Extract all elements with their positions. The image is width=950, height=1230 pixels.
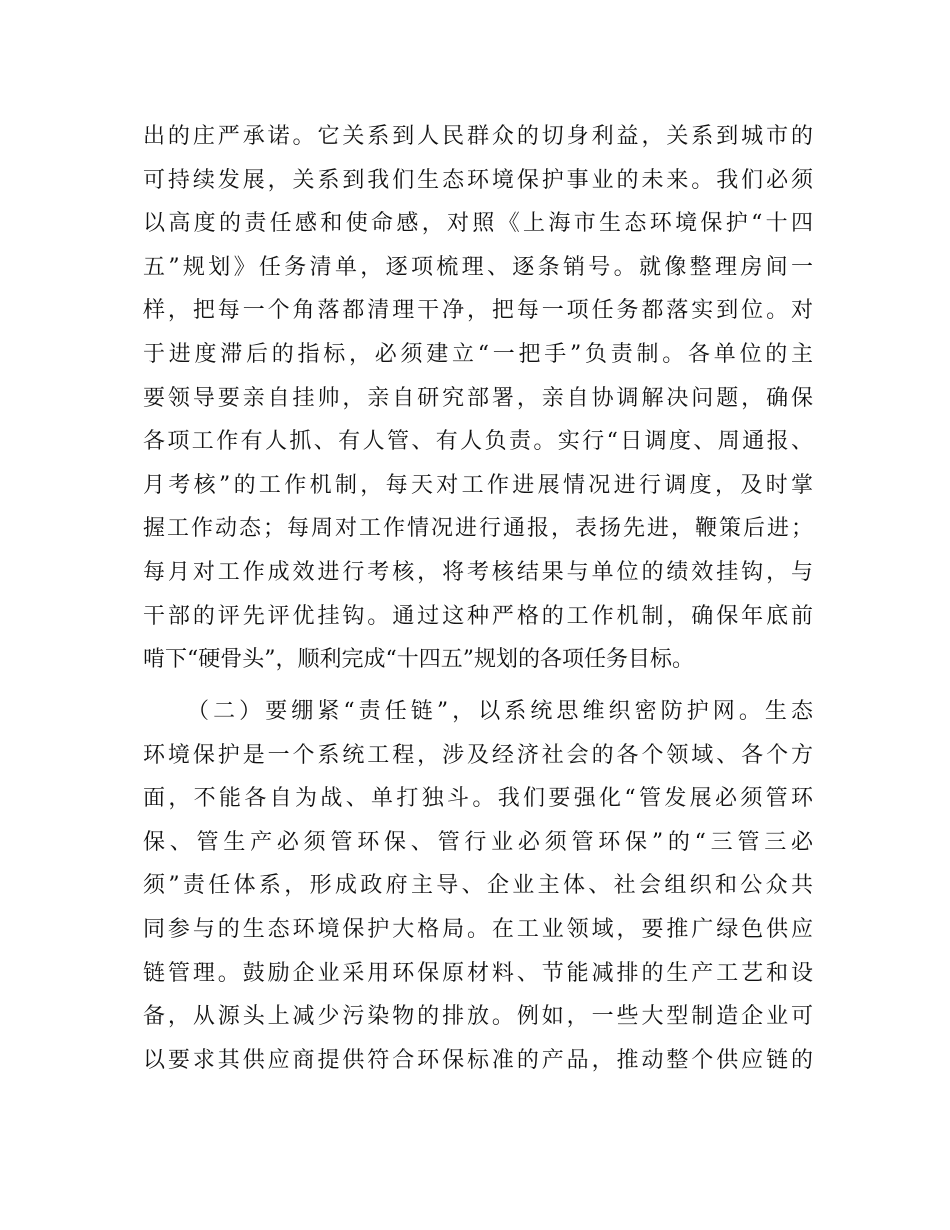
paragraph-line: 各项工作有人抓、有人管、有人负责。实行“日调度、周通报、 <box>143 429 813 455</box>
paragraph-line: 以高度的责任感和使命感，对照《上海市生态环境保护“十四 <box>143 211 813 237</box>
paragraph-line: （二）要绷紧“责任链”，以系统思维织密防护网。生态 <box>187 699 813 724</box>
paragraph-2 <box>143 690 813 1082</box>
paragraph-line: 保、管生产必须管环保、管行业必须管环保”的“三管三必 <box>143 829 813 855</box>
paragraph-line: 面，不能各自为战、单打独斗。我们要强化“管发展必须管环 <box>143 786 813 812</box>
paragraph-line: 以要求其供应商提供符合环保标准的产品，推动整个供应链的 <box>143 1047 813 1073</box>
paragraph-line: 握工作动态；每周对工作情况进行通报，表扬先进，鞭策后进； <box>143 516 813 542</box>
paragraph-line: 啃下“硬骨头”，顺利完成“十四五”规划的各项任务目标。 <box>143 647 694 673</box>
paragraph-line: 可持续发展，关系到我们生态环境保护事业的未来。我们必须 <box>143 167 813 193</box>
paragraph-line: 样，把每一个角落都清理干净，把每一项任务都落实到位。对 <box>143 298 813 324</box>
paragraph-line: 链管理。鼓励企业采用环保原材料、节能减排的生产工艺和设 <box>143 960 813 986</box>
paragraph-line: 同参与的生态环境保护大格局。在工业领域，要推广绿色供应 <box>143 916 813 942</box>
paragraph-line: 环境保护是一个系统工程，涉及经济社会的各个领域、各个方 <box>143 742 813 768</box>
paragraph-1 <box>143 115 813 682</box>
paragraph-line: 五”规划》任务清单，逐项梳理、逐条销号。就像整理房间一 <box>143 254 813 280</box>
paragraph-line: 于进度滞后的指标，必须建立“一把手”负责制。各单位的主 <box>143 341 813 367</box>
paragraph-line: 备，从源头上减少污染物的排放。例如，一些大型制造企业可 <box>143 1004 813 1030</box>
paragraph-line: 须”责任体系，形成政府主导、企业主体、社会组织和公众共 <box>143 873 813 899</box>
paragraph-line: 月考核”的工作机制，每天对工作进展情况进行调度，及时掌 <box>143 472 813 498</box>
paragraph-line: 出的庄严承诺。它关系到人民群众的切身利益，关系到城市的 <box>143 124 813 149</box>
paragraph-line: 要领导要亲自挂帅，亲自研究部署，亲自协调解决问题，确保 <box>143 385 813 411</box>
paragraph-line: 每月对工作成效进行考核，将考核结果与单位的绩效挂钩，与 <box>143 559 813 585</box>
paragraph-line: 干部的评先评优挂钩。通过这种严格的工作机制，确保年底前 <box>143 603 813 629</box>
